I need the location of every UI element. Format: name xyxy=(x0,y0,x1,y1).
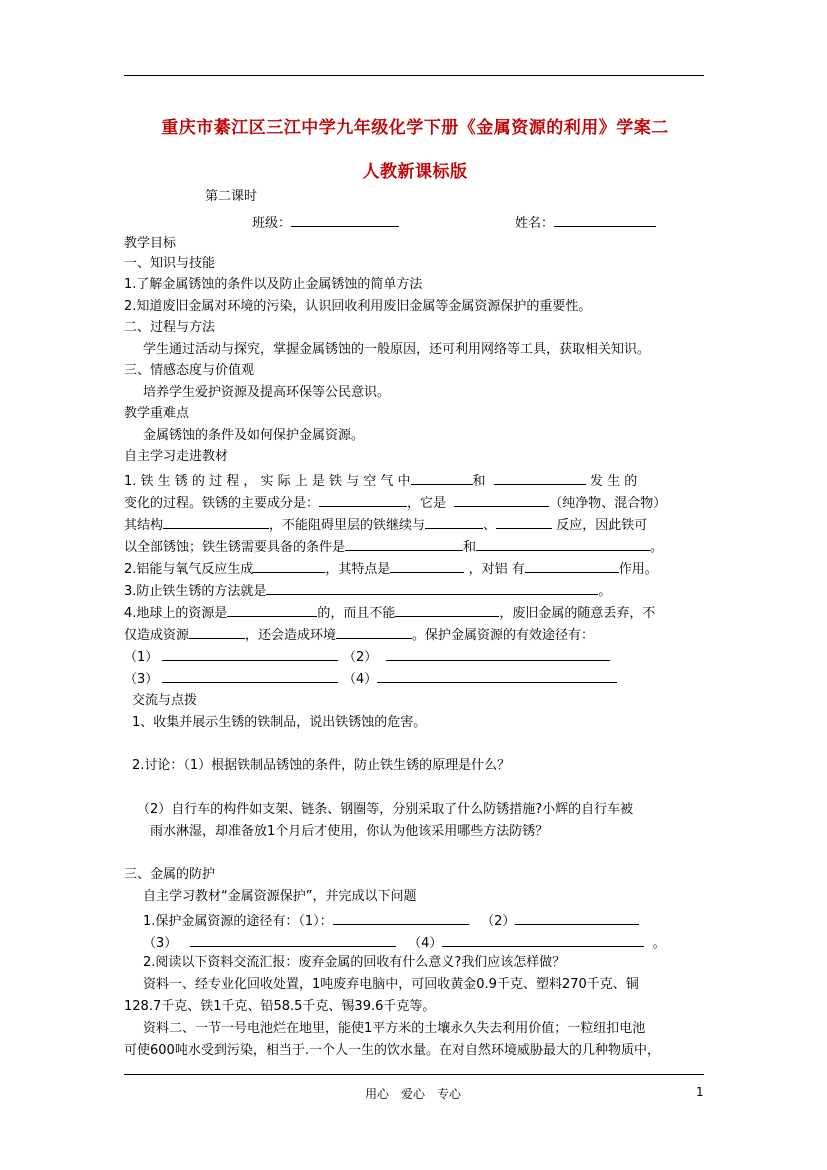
header-rule xyxy=(124,75,704,76)
q4-option-4 xyxy=(343,668,617,689)
protect-q1-blank-1[interactable] xyxy=(333,910,469,925)
option2-blank[interactable] xyxy=(386,646,610,661)
option3-blank[interactable] xyxy=(162,668,338,683)
protect-q1-blank-3[interactable] xyxy=(190,932,396,947)
class-label: 班级： xyxy=(252,216,292,231)
q2-text-c: ，对铝 有 xyxy=(468,562,525,577)
q4-line1 xyxy=(124,602,655,623)
q1-blank-8[interactable] xyxy=(345,536,463,551)
q4-blank-4[interactable] xyxy=(336,624,412,639)
section2-title: 二、过程与方法 xyxy=(124,320,216,335)
protect-q1-text-b: （2） xyxy=(481,914,516,929)
exchange-heading: 交流与点拨 xyxy=(132,693,198,708)
q1-blank-7[interactable] xyxy=(496,514,552,529)
self-study-heading: 自主学习走进教材 xyxy=(124,449,229,464)
protect-q1-text-a: 1.保护金属资源的途径有：（1）： xyxy=(143,914,333,929)
name-blank[interactable] xyxy=(554,212,656,227)
q1-line2 xyxy=(124,492,666,513)
class-blank[interactable] xyxy=(291,212,399,227)
q1-text-b: 和 xyxy=(472,474,486,489)
q1-line1 xyxy=(124,470,637,491)
protect-q1-blank-2[interactable] xyxy=(515,910,639,925)
section1-item1: 1.了解金属锈蚀的条件以及防止金属锈蚀的简单方法 xyxy=(124,277,423,292)
q1-text-k: 以全部锈蚀；铁生锈需要具备的条件是 xyxy=(124,540,346,555)
q2-blank-2[interactable] xyxy=(390,558,464,573)
page-title-line1: 重庆市綦江区三江中学九年级化学下册《金属资源的利用》学案二 xyxy=(161,118,669,138)
q1-blank-4[interactable] xyxy=(454,492,549,507)
class-name-row xyxy=(252,212,399,233)
protect-heading: 三、金属的防护 xyxy=(124,867,216,882)
option4-label: （4） xyxy=(343,672,378,687)
q1-line3 xyxy=(124,514,647,535)
q1-text-j: 反应，因此铁可 xyxy=(556,518,648,533)
page-title-line2: 人教新课标版 xyxy=(362,162,468,182)
protect-q1-text-e: 。 xyxy=(652,936,666,951)
footer-rule xyxy=(124,1074,704,1075)
option2-label: （2） xyxy=(343,650,378,665)
q2-text-d: 作用。 xyxy=(618,562,658,577)
option1-label: （1） xyxy=(124,650,159,665)
q1-blank-5[interactable] xyxy=(163,514,269,529)
protect-q1-blank-4[interactable] xyxy=(442,932,644,947)
q1-text-i: 、 xyxy=(483,518,497,533)
key-text: 金属锈蚀的条件及如何保护金属资源。 xyxy=(143,428,365,443)
q4-text-c: ，废旧金属的随意丢弃，不 xyxy=(499,606,656,621)
option3-label: （3） xyxy=(124,672,159,687)
student-name-row xyxy=(515,212,656,233)
exchange-item3-line2: 雨水淋湿，却准备放1个月后才使用，你认为他该采用哪些方法防锈？ xyxy=(150,824,549,839)
protect-intro: 自主学习教材“金属资源保护”，并完成以下问题 xyxy=(143,889,417,904)
protect-q1-text-c: （3） xyxy=(143,936,178,951)
goals-heading: 教学目标 xyxy=(124,236,177,251)
q4-text-e: ，还会造成环境 xyxy=(245,628,337,643)
q4-blank-1[interactable] xyxy=(227,602,317,617)
material2-line1: 资料二、一节一号电池烂在地里，能使1平方米的土壤永久失去利用价值；一粒纽扣电池 xyxy=(143,1021,646,1036)
name-label: 姓名： xyxy=(515,216,555,231)
q1-text-l: 和 xyxy=(463,540,477,555)
protect-q1-line2 xyxy=(143,932,666,953)
section2-text: 学生通过活动与探究，掌握金属锈蚀的一般原因，还可利用网络等工具，获取相关知识。 xyxy=(143,342,651,357)
q1-blank-9[interactable] xyxy=(476,536,650,551)
q4-blank-2[interactable] xyxy=(395,602,499,617)
q4-text-f: 。保护金属资源的有效途径有： xyxy=(412,628,595,643)
material1-line1: 资料一、经专业化回收处置，1吨废弃电脑中，可回收黄金0.9千克、塑料270千克、铜 xyxy=(143,977,639,992)
option4-blank[interactable] xyxy=(377,668,617,683)
exchange-item1: 1、收集并展示生锈的铁制品，说出铁锈蚀的危害。 xyxy=(132,715,427,730)
section3-title: 三、情感态度与价值观 xyxy=(124,363,255,378)
protect-q1-text-d: （4） xyxy=(408,936,443,951)
q2-blank-1[interactable] xyxy=(253,558,325,573)
q3-text-a: 3.防止铁生锈的方法就是 xyxy=(124,584,267,599)
q4-line2 xyxy=(124,624,594,645)
q1-text-f: （纯净物、混合物） xyxy=(549,496,667,511)
q1-text-e: ，它是 xyxy=(407,496,447,511)
option1-blank[interactable] xyxy=(162,646,338,661)
q1-text-g: 其结构 xyxy=(124,518,164,533)
key-heading: 教学重难点 xyxy=(124,406,190,421)
q1-text-d: 变化的过程。铁锈的主要成分是： xyxy=(124,496,320,511)
q2-text-a: 2.铝能与氧气反应生成 xyxy=(124,562,254,577)
footer-motto: 用心 爱心 专心 xyxy=(365,1087,462,1101)
q1-blank-3[interactable] xyxy=(319,492,407,507)
q2-text-b: ，其特点是 xyxy=(325,562,391,577)
q4-text-d: 仅造成资源 xyxy=(124,628,190,643)
q4-blank-3[interactable] xyxy=(189,624,245,639)
q1-blank-2[interactable] xyxy=(494,470,586,485)
lesson-label: 第二课时 xyxy=(205,189,258,204)
q2-blank-3[interactable] xyxy=(525,558,619,573)
q1-blank-6[interactable] xyxy=(425,514,483,529)
q1-text-h: ，不能阻碍里层的铁继续与 xyxy=(269,518,426,533)
q4-option-1 xyxy=(124,646,338,667)
q1-text-m: 。 xyxy=(650,540,664,555)
exchange-item3-line1: （2）自行车的构件如支架、链条、钢圈等，分别采取了什么防锈措施?小辉的自行车被 xyxy=(137,802,634,817)
protect-q2: 2.阅读以下资料交流汇报：废弃金属的回收有什么意义?我们应该怎样做？ xyxy=(143,955,566,970)
page-number: 1 xyxy=(696,1085,704,1099)
section3-text: 培养学生爱护资源及提高环保等公民意识。 xyxy=(143,385,391,400)
section1-title: 一、知识与技能 xyxy=(124,256,216,271)
material1-line2: 128.7千克、铁1千克、铅58.5千克、锡39.6千克等。 xyxy=(124,999,436,1014)
exchange-item2: 2.讨论：（1）根据铁制品锈蚀的条件，防止铁生锈的原理是什么？ xyxy=(132,758,511,773)
q3-line xyxy=(124,580,611,601)
q1-blank-1[interactable] xyxy=(411,470,473,485)
section1-item2: 2.知道废旧金属对环境的污染，认识回收利用废旧金属等金属资源保护的重要性。 xyxy=(124,299,592,314)
q3-text-b: 。 xyxy=(598,584,612,599)
q1-text-c: 发 生 的 xyxy=(589,474,638,489)
protect-q1-line1 xyxy=(143,910,639,931)
q3-blank[interactable] xyxy=(266,580,598,595)
q1-line4 xyxy=(124,536,663,557)
q4-option-2 xyxy=(343,646,610,667)
material2-line2: 可使600吨水受到污染，相当于.一个人一生的饮水量。在对自然环境威胁最大的几种物质中， xyxy=(124,1043,660,1058)
q4-text-b: 的，而且不能 xyxy=(317,606,396,621)
q1-text-a: 1. 铁 生 锈 的 过 程 ， 实 际 上 是 铁 与 空 气 中 xyxy=(124,474,411,489)
q4-option-3 xyxy=(124,668,338,689)
q4-text-a: 4.地球上的资源是 xyxy=(124,606,228,621)
q2-line xyxy=(124,558,658,579)
